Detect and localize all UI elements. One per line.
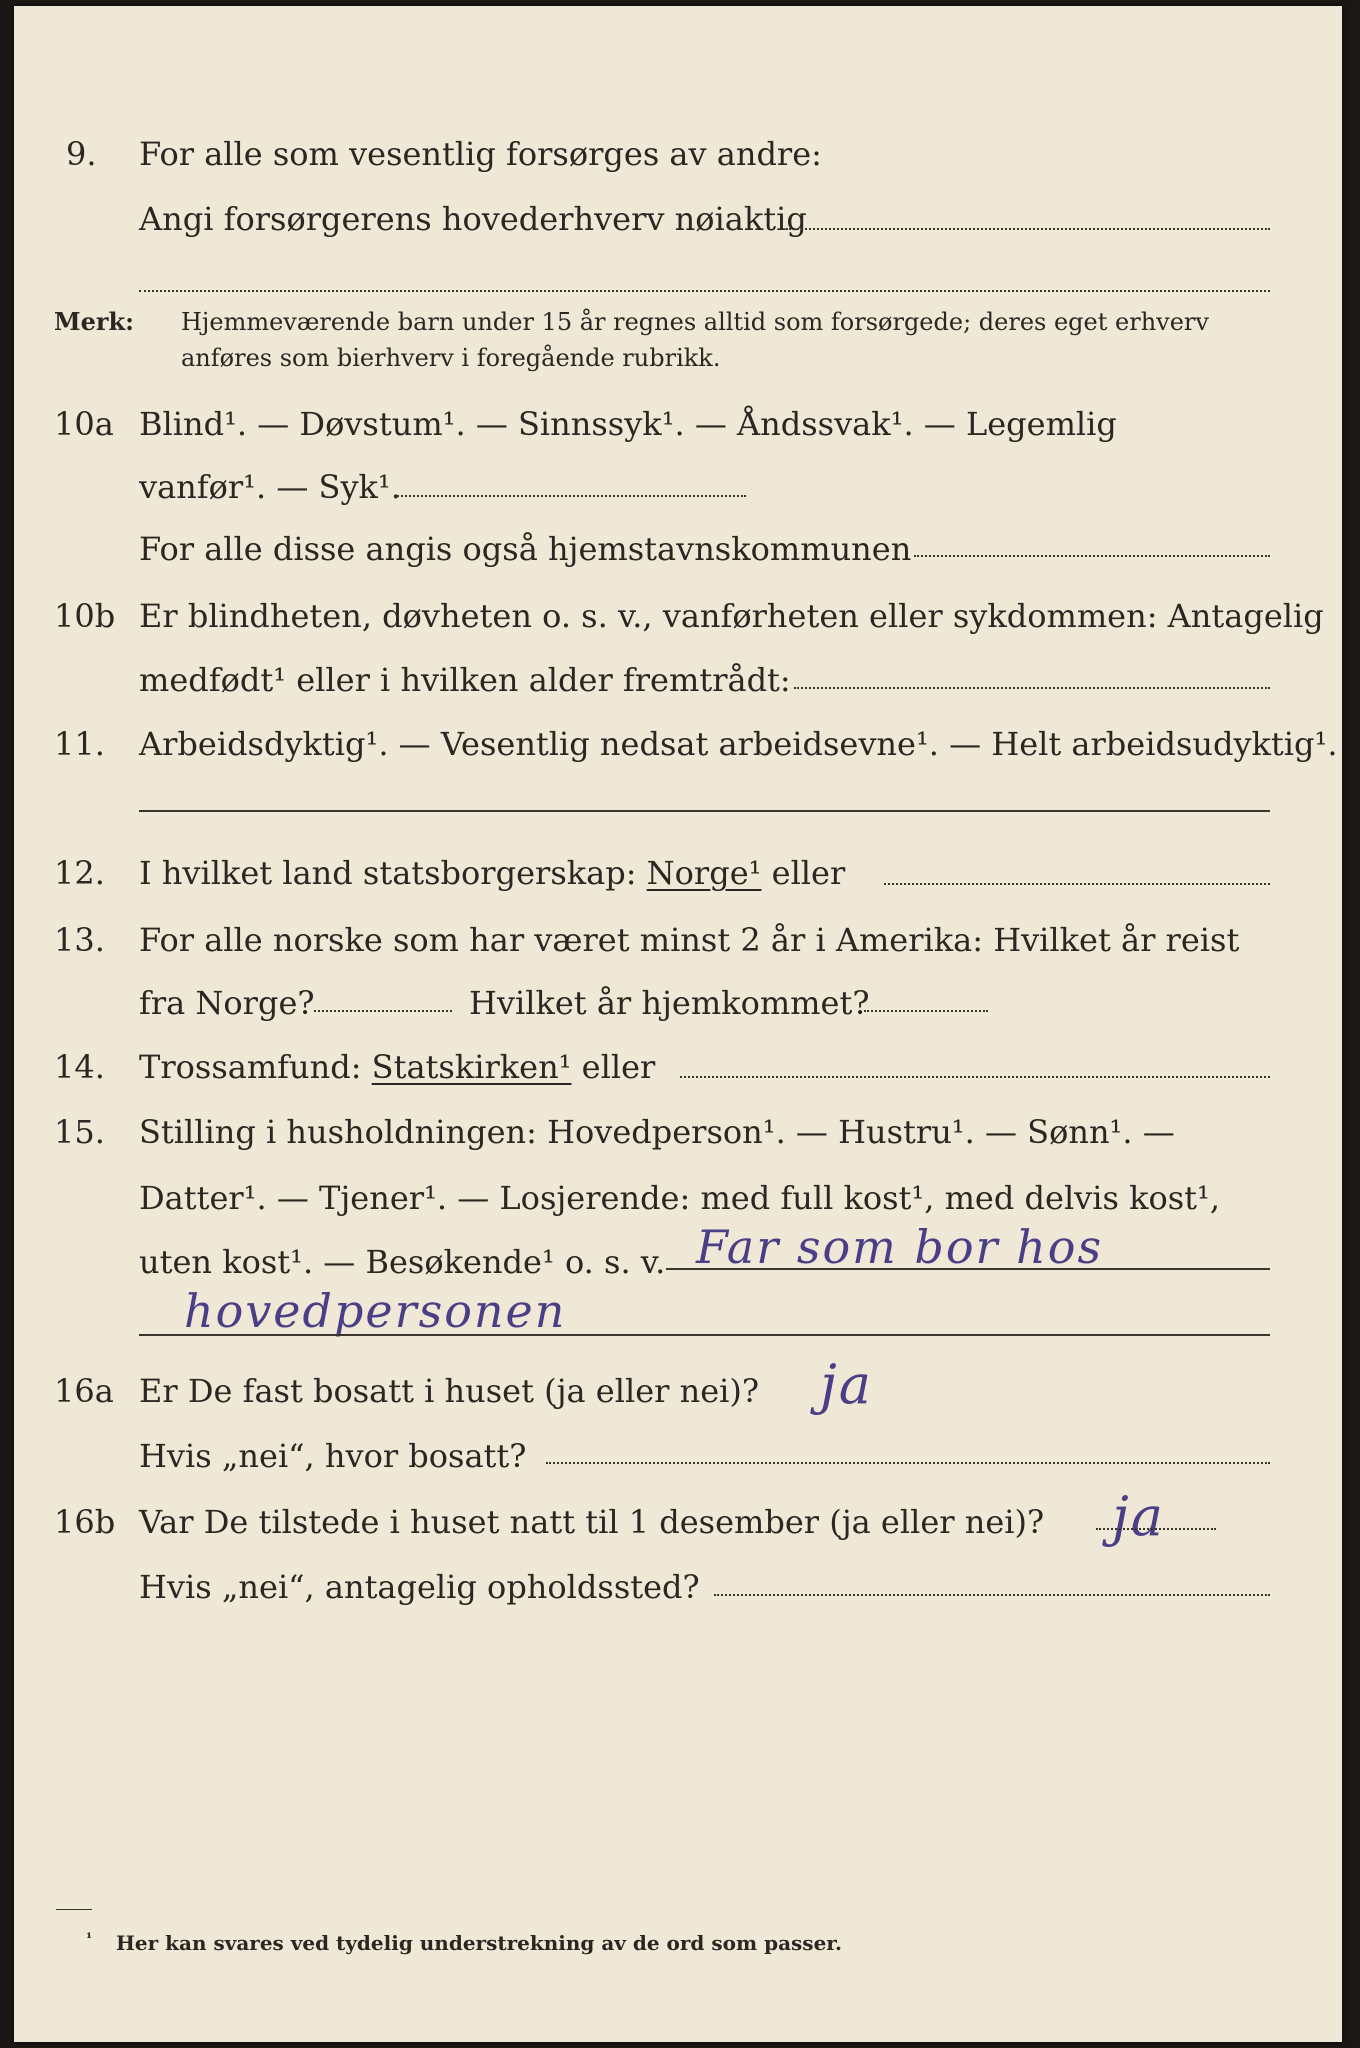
q13-reist-answer-line[interactable] (314, 1010, 452, 1012)
merk-label: Merk: (54, 307, 134, 336)
q12-answer-line[interactable] (884, 883, 1270, 885)
merk-line1: Hjemmeværende barn under 15 år regnes alltid som forsørgede; deres eget erhverv (181, 308, 1209, 336)
q16b-line1: Var De tilstede i huset natt til 1 desember (ja eller nei)? (139, 1503, 1045, 1541)
q10a-line3: For alle disse angis også hjemstavnskommunen (139, 530, 912, 568)
q12-underlined-norge: Norge¹ (646, 854, 762, 892)
q16b-line2: Hvis „nei“, antagelig opholdssted? (139, 1568, 700, 1606)
q10b-number: 10b (54, 597, 116, 635)
q13-line2a: fra Norge? (139, 984, 315, 1022)
q15-number: 15. (54, 1113, 105, 1151)
q12-suffix: eller (771, 854, 846, 892)
q12-prefix: I hvilket land statsborgerskap: (139, 854, 637, 892)
q15-line1: Stilling i husholdningen: Hovedperson¹. — Hustru¹. — Sønn¹. — (139, 1113, 1175, 1151)
q10a-syk-answer-line[interactable] (394, 495, 746, 497)
q14-line (139, 1048, 656, 1086)
q12-line (139, 854, 846, 892)
q11-number: 11. (54, 725, 105, 763)
q16b-number: 16b (54, 1503, 116, 1541)
merk-line2: anføres som bierhverv i foregående rubrikk. (181, 344, 721, 372)
q16a-line2: Hvis „nei“, hvor bosatt? (139, 1437, 527, 1475)
q13-line2b: Hvilket år hjemkommet? (469, 984, 870, 1022)
footnote-divider (56, 1909, 92, 1910)
footnote-mark: ¹ (86, 1931, 93, 1947)
q13-number: 13. (54, 921, 105, 959)
q10b-line1: Er blindheten, døvheten o. s. v., vanførheten eller sykdommen: Antagelig (139, 597, 1324, 635)
q9-number: 9. (66, 135, 97, 173)
q16a-line1: Er De fast bosatt i huset (ja eller nei)? (139, 1372, 760, 1410)
q14-number: 14. (54, 1048, 105, 1086)
q10b-line2: medfødt¹ eller i hvilken alder fremtrådt: (139, 661, 791, 699)
footnote-text: Her kan svares ved tydelig understrekning av de ord som passer. (116, 1931, 842, 1955)
q10a-line2: vanfør¹. — Syk¹. (139, 468, 401, 506)
q16b-answer-line[interactable] (1096, 1528, 1216, 1530)
q16a-handwritten-answer: ja (820, 1353, 873, 1416)
q13-hjemkommet-answer-line[interactable] (864, 1010, 988, 1012)
q15-line3: uten kost¹. — Besøkende¹ o. s. v. (139, 1243, 666, 1281)
q11-line1: Arbeidsdyktig¹. — Vesentlig nedsat arbeidsevne¹. — Helt arbeidsudyktig¹. (139, 725, 1338, 763)
q16a-number: 16a (54, 1372, 114, 1410)
census-form-page (14, 6, 1342, 2042)
q10a-hjemstavn-answer-line[interactable] (914, 555, 1270, 557)
q16b-handwritten-answer: ja (1112, 1485, 1165, 1548)
q14-prefix: Trossamfund: (139, 1048, 362, 1086)
q13-line1: For alle norske som har været minst 2 år i Amerika: Hvilket år reist (139, 921, 1240, 959)
q9-line1: For alle som vesentlig forsørges av andre: (139, 135, 822, 173)
q9-line2: Angi forsørgerens hovederhverv nøiaktig (139, 200, 807, 238)
q9-answer-line[interactable] (786, 228, 1270, 230)
q16b-opholdssted-answer-line[interactable] (714, 1594, 1270, 1596)
q10b-answer-line[interactable] (794, 687, 1270, 689)
q15-answer-line-2[interactable] (139, 1334, 1270, 1336)
q15-answer-line[interactable] (666, 1268, 1270, 1270)
q15-line2: Datter¹. — Tjener¹. — Losjerende: med full kost¹, med delvis kost¹, (139, 1179, 1221, 1217)
q14-suffix: eller (581, 1048, 656, 1086)
q14-answer-line[interactable] (680, 1076, 1270, 1078)
q9-answer-line-2[interactable] (139, 290, 1270, 292)
q16a-answer-line[interactable] (546, 1462, 1270, 1464)
q10a-line1: Blind¹. — Døvstum¹. — Sinnssyk¹. — Åndssvak¹. — Legemlig (139, 405, 1117, 443)
q14-underlined-statskirken: Statskirken¹ (371, 1048, 572, 1086)
q15-handwritten-answer-2: hovedpersonen (184, 1284, 567, 1338)
q15-handwritten-answer-1: Far som bor hos (696, 1220, 1104, 1274)
q10a-number: 10a (54, 405, 114, 443)
q11-answer-line[interactable] (139, 810, 1270, 812)
q12-number: 12. (54, 854, 105, 892)
